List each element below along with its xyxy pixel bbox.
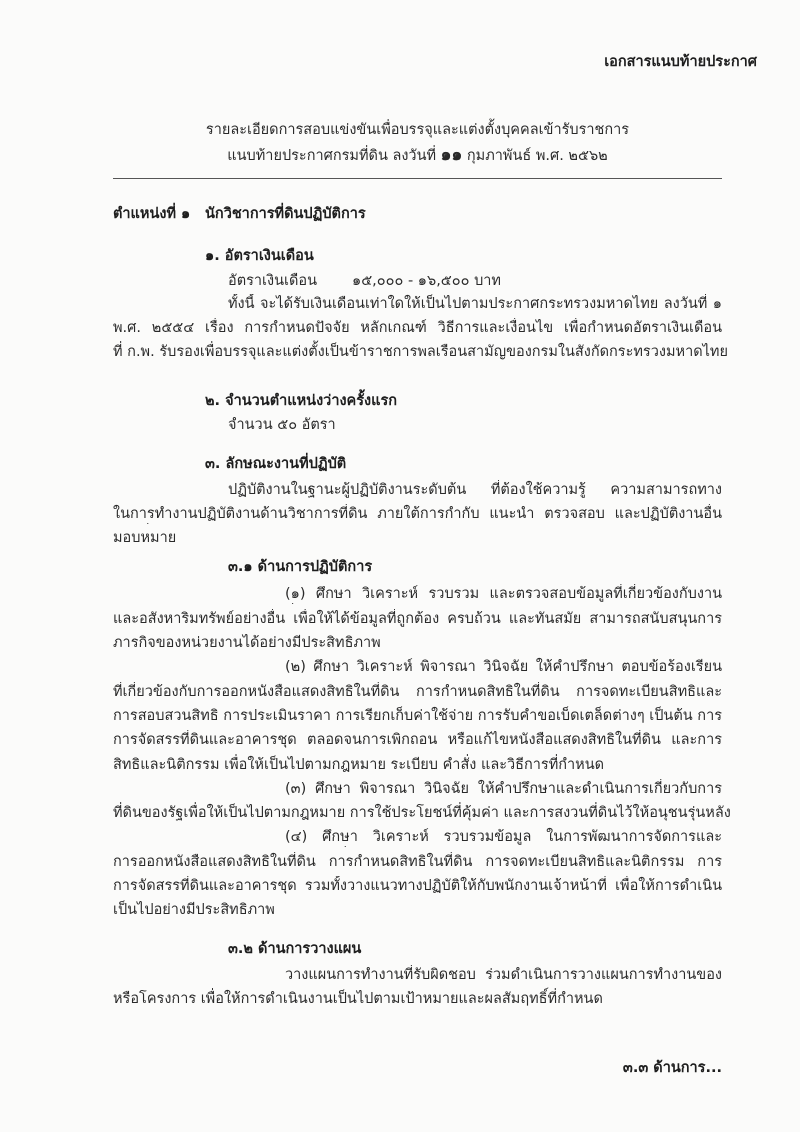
position-name: นักวิชาการที่ดินปฏิบัติการ [205, 206, 366, 222]
section2-heading: ๒. จำนวนตำแหน่งว่างครั้งแรก [205, 393, 398, 409]
item3-line: ที่ดินของรัฐเพื่อให้เป็นไปตามกฎหมาย การใช้ประโยชน์ที่คุ้มค่า และการสงวนที่ดินไว้ให้อนุชนรุ่นหลัง [113, 805, 731, 821]
sub1-heading: ๓.๑ ด้านการปฏิบัติการ [228, 559, 373, 575]
item4-line: (๔) ศึกษา วิเคราะห์ รวบรวมข้อมูล ในการพัฒนาการจัดการและ [285, 829, 722, 845]
section3-line: ในการทำงานปฏิบัติงานด้านวิชาการที่ดิน ภายใต้การกำกับ แนะนำ ตรวจสอบ และปฏิบัติงานอื่น [113, 506, 722, 522]
item2-line: การจัดสรรที่ดินและอาคารชุด ตลอดจนการเพิกถอน หรือแก้ไขหนังสือแสดงสิทธิในที่ดิน และการ [113, 732, 722, 748]
sub2-heading: ๓.๒ ด้านการวางแผน [228, 941, 362, 957]
item2-line: สิทธิและนิติกรรม เพื่อให้เป็นไปตามกฎหมาย ระเบียบ คำสั่ง และวิธีการที่กำหนด [113, 757, 605, 773]
section1-heading: ๑. อัตราเงินเดือน [205, 248, 314, 264]
divider [113, 178, 722, 179]
section3-line: มอบหมาย [113, 530, 177, 546]
section3-line: ปฏิบัติงานในฐานะผู้ปฏิบัติงานระดับต้น ที่ต้องใช้ความรู้ ความสามารถทาง [228, 482, 722, 498]
continuation-marker: ๓.๓ ด้านการ... [622, 1060, 722, 1076]
item1-line: ภารกิจของหน่วยงานได้อย่างมีประสิทธิภาพ [113, 635, 381, 651]
sub2-line: วางแผนการทำงานที่รับผิดชอบ ร่วมดำเนินการวางแผนการทำงานของ [285, 967, 722, 983]
section3-heading: ๓. ลักษณะงานที่ปฏิบัติ [205, 456, 347, 472]
item4-line: การออกหนังสือแสดงสิทธิในที่ดิน การกำหนดสิทธิในที่ดิน การจดทะเบียนสิทธิและนิติกรรม การ [113, 854, 722, 870]
item1-line: (๑) ศึกษา วิเคราะห์ รวบรวม และตรวจสอบข้อมูลที่เกี่ยวข้องกับงาน [285, 586, 722, 602]
title-line-1: รายละเอียดการสอบแข่งขันเพื่อบรรจุและแต่งตั้งบุคคลเข้ารับราชการ [205, 122, 630, 138]
item2-line: การสอบสวนสิทธิ การประเมินราคา การเรียกเก็บค่าใช้จ่าย การรับคำขอเบ็ดเตล็ดต่างๆ เป็นต้น การ [113, 708, 722, 724]
title-line-2 [113, 145, 722, 166]
title-prefix: แนบท้ายประกาศกรมที่ดิน ลงวันที่ [227, 148, 437, 164]
item2-line: ที่เกี่ยวข้องกับการออกหนังสือแสดงสิทธิในที่ดิน การกำหนดสิทธิในที่ดิน การจดทะเบียนสิทธิและ [113, 684, 722, 700]
sub2-line: หรือโครงการ เพื่อให้การดำเนินงานเป็นไปตามเป้าหมายและผลสัมฤทธิ์ที่กำหนด [113, 991, 603, 1007]
title-day: ๑๑ [440, 145, 463, 165]
section2-text: จำนวน ๕๐ อัตรา [228, 417, 336, 433]
section1-line: พ.ศ. ๒๕๕๔ เรื่อง การกำหนดปัจจัย หลักเกณฑ์ วิธีการและเงื่อนไข เพื่อกำหนดอัตราเงินเดือน [113, 320, 722, 336]
salary-label: อัตราเงินเดือน [228, 273, 317, 289]
title-suffix: กุมภาพันธ์ พ.ศ. ๒๕๖๒ [466, 148, 608, 164]
item1-line: และอสังหาริมทรัพย์อย่างอื่น เพื่อให้ได้ข้อมูลที่ถูกต้อง ครบถ้วน และทันสมัย สามารถสนับสนุนการ [113, 611, 722, 627]
section1-line: ที่ ก.พ. รับรองเพื่อบรรจุและแต่งตั้งเป็นข้าราชการพลเรือนสามัญของกรมในสังกัดกระทรวงมหาดไทย [113, 344, 728, 360]
position-label: ตำแหน่งที่ ๑ [113, 206, 191, 222]
item3-line: (๓) ศึกษา พิจารณา วินิจฉัย ให้คำปรึกษาและดำเนินการเกี่ยวกับการ [285, 781, 722, 797]
item2-line: (๒) ศึกษา วิเคราะห์ พิจารณา วินิจฉัย ให้คำปรึกษา ตอบข้อร้องเรียน [285, 659, 722, 675]
section1-line: ทั้งนี้ จะได้รับเงินเดือนเท่าใดให้เป็นไปตามประกาศกระทรวงมหาดไทย ลงวันที่ ๑ [228, 296, 722, 312]
header-note: เอกสารแนบท้ายประกาศ [604, 54, 757, 70]
item4-line: การจัดสรรที่ดินและอาคารชุด รวมทั้งวางแนวทางปฏิบัติให้กับพนักงานเจ้าหน้าที่ เพื่อให้การดำเนิน [113, 878, 722, 894]
salary-value: ๑๕,๐๐๐ - ๑๖,๕๐๐ บาท [352, 273, 501, 289]
item4-line: เป็นไปอย่างมีประสิทธิภาพ [113, 902, 275, 918]
